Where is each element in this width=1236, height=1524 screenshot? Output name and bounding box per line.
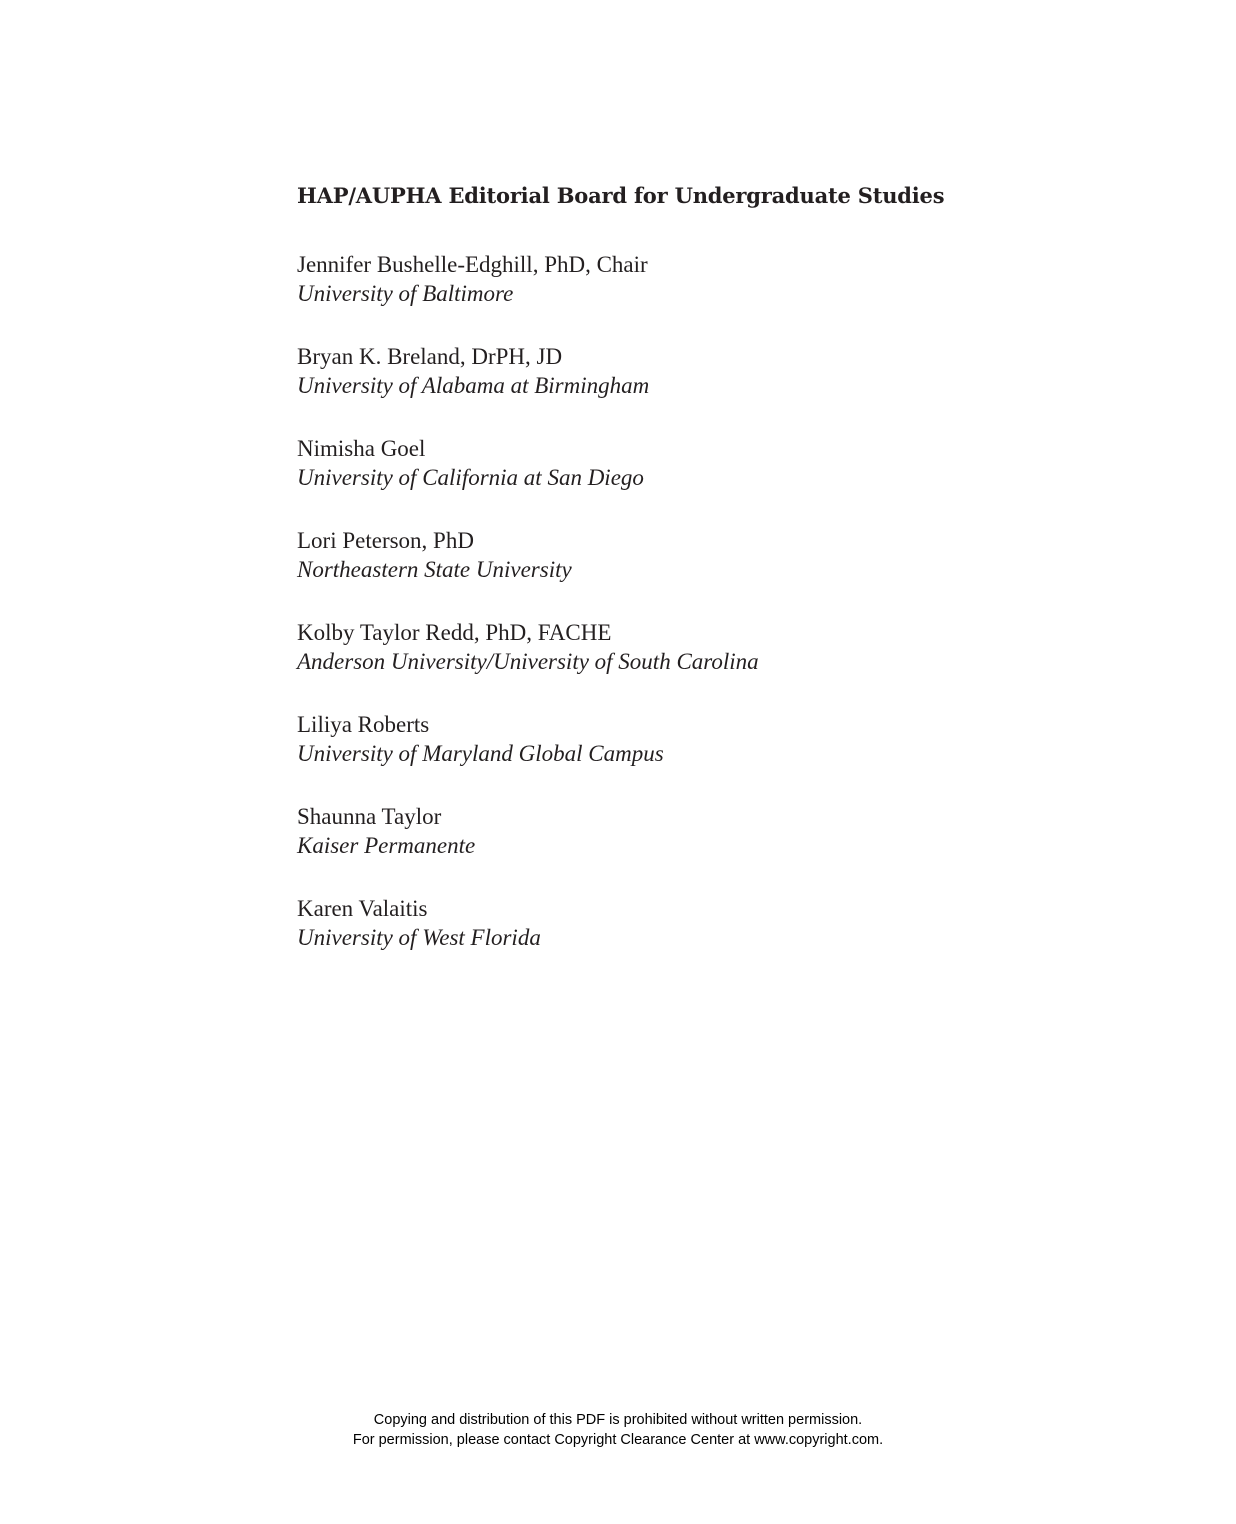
board-member — [297, 434, 1057, 492]
copyright-notice — [0, 1410, 1236, 1450]
member-affiliation: University of Maryland Global Campus — [297, 741, 664, 766]
member-name: Liliya Roberts — [297, 712, 430, 737]
member-affiliation: University of California at San Diego — [297, 465, 644, 490]
page-title: HAP/AUPHA Editorial Board for Undergraduate Studies — [297, 183, 945, 208]
copyright-notice-line-1: Copying and distribution of this PDF is prohibited without written permission. — [373, 1412, 863, 1428]
board-member — [297, 618, 1057, 676]
board-member — [297, 802, 1057, 860]
member-name: Karen Valaitis — [297, 896, 428, 921]
member-name: Nimisha Goel — [297, 436, 426, 461]
member-name: Kolby Taylor Redd, PhD, FACHE — [297, 620, 612, 645]
board-member — [297, 710, 1057, 768]
member-affiliation: University of Alabama at Birmingham — [297, 373, 650, 398]
board-member — [297, 526, 1057, 584]
member-affiliation: University of West Florida — [297, 925, 541, 950]
member-name: Shaunna Taylor — [297, 804, 442, 829]
board-member — [297, 894, 1057, 952]
copyright-notice-line-2: For permission, please contact Copyright Clearance Center at www.copyright.com. — [352, 1432, 884, 1448]
member-name: Jennifer Bushelle-Edghill, PhD, Chair — [297, 252, 648, 277]
member-affiliation: Northeastern State University — [297, 557, 572, 582]
member-affiliation: University of Baltimore — [297, 281, 514, 306]
board-member — [297, 250, 1057, 308]
member-name: Lori Peterson, PhD — [297, 528, 474, 553]
board-member — [297, 342, 1057, 400]
editorial-board-section — [297, 180, 1057, 986]
member-affiliation: Anderson University/University of South Carolina — [297, 649, 759, 674]
member-affiliation: Kaiser Permanente — [297, 833, 476, 858]
member-name: Bryan K. Breland, DrPH, JD — [297, 344, 563, 369]
